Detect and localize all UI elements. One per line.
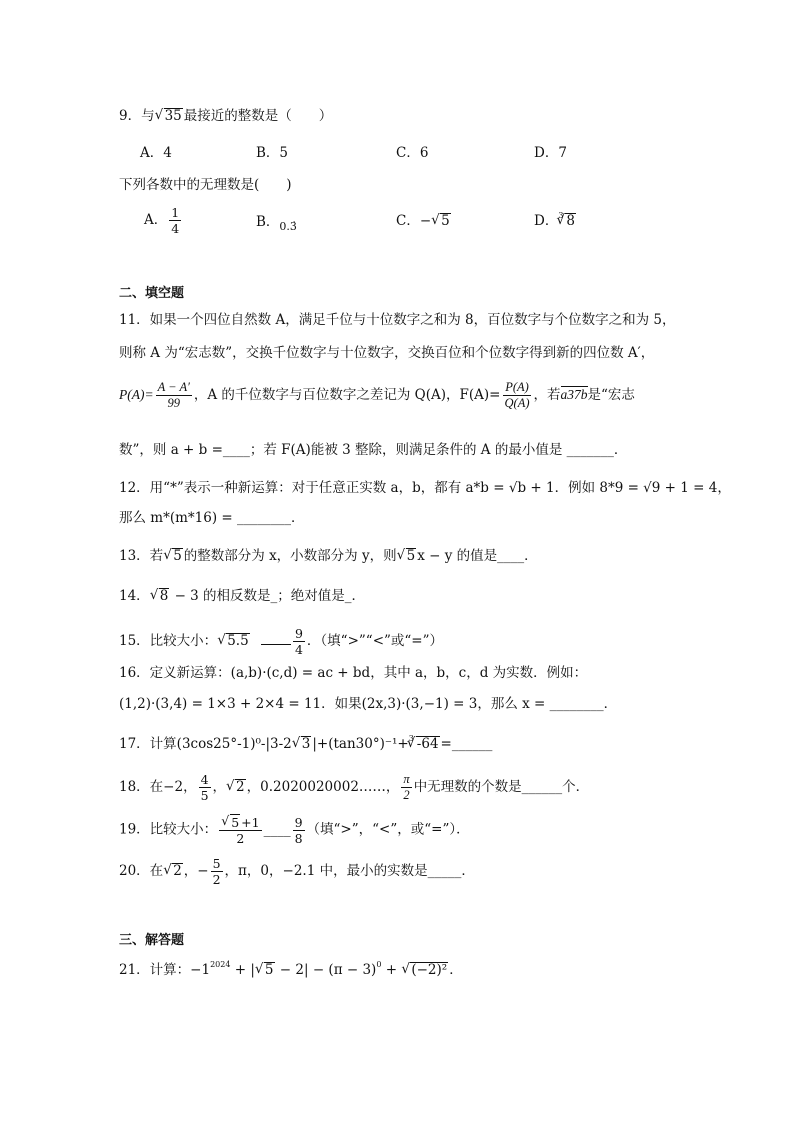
question-14 — [119, 586, 365, 606]
question-text: ，A 的千位数字与百位数字之差记为 Q(A)，F(A)= — [193, 387, 501, 403]
option-label: D． — [534, 213, 559, 229]
square-root — [163, 546, 183, 566]
question-21 — [119, 960, 463, 982]
question-11-line-3 — [119, 380, 635, 411]
question-number: 9． — [119, 108, 142, 124]
numerator: A − A′ — [157, 380, 190, 394]
question-11-line-1: 11．如果一个四位自然数 A，满足千位与十位数字之和为 8，百位数字与个位数字之和为 5， — [119, 312, 676, 328]
minus-sign: − — [419, 213, 432, 229]
fraction — [503, 380, 532, 411]
q10-option-c — [396, 211, 452, 231]
question-text: =______ — [440, 736, 493, 752]
question-text: 与 — [141, 108, 155, 124]
fraction — [293, 815, 305, 846]
question-text: ，0.2020020002……， — [246, 779, 400, 795]
option-value: 0.3̇ — [279, 220, 297, 233]
radicand: 5 — [406, 548, 416, 564]
fraction — [156, 380, 192, 411]
question-12-line-2: 那么 m*(m*16) = ________． — [119, 510, 305, 526]
question-text: x − y 的值是____． — [417, 548, 538, 564]
question-text: 19．比较大小： — [119, 821, 218, 838]
question-19 — [119, 814, 470, 846]
radicand: 5 — [231, 815, 240, 830]
denominator: 2 — [212, 872, 221, 887]
cube-root — [556, 211, 576, 231]
question-text: 13．若 — [119, 548, 164, 564]
question-text: ，π，0，−2.1 中，最小的实数是_____． — [224, 863, 475, 879]
question-text: + — [381, 962, 402, 978]
formula-lhs: P(A)= — [119, 387, 154, 402]
option-label: C． — [396, 213, 420, 229]
q9-option-d: D．7 — [534, 145, 567, 161]
question-text: 21．计算：−1 — [119, 962, 211, 978]
question-number: 14． — [119, 588, 150, 604]
q10-option-b — [256, 212, 297, 233]
question-9 — [119, 106, 332, 126]
question-text: 15．比较大小： — [119, 633, 218, 649]
root-index: 3 — [558, 211, 564, 220]
question-text: 17．计算(3cos25°-1)⁰-|3-2 — [119, 736, 292, 752]
fraction — [293, 626, 305, 657]
section-title-fill-in: 二、填空题 — [119, 286, 185, 301]
separator: ， — [212, 779, 227, 795]
q9-option-a: A．4 — [140, 145, 172, 161]
square-root — [255, 960, 275, 980]
fraction — [169, 205, 181, 236]
radicand: 35 — [164, 108, 182, 124]
radicand: 5.5 — [227, 633, 249, 649]
numerator: 1 — [171, 205, 180, 220]
question-text: ，若 — [533, 387, 561, 403]
radicand: 8 — [566, 213, 576, 229]
square-root — [155, 106, 183, 126]
question-text: 最接近的整数是（ ） — [183, 108, 333, 124]
question-15 — [119, 626, 443, 657]
numerator-tail: +1 — [241, 815, 260, 830]
numerator: 4 — [200, 772, 209, 787]
question-text: − 2| − (π − 3) — [275, 962, 377, 978]
denominator: 2 — [403, 788, 410, 802]
exponent: 0 — [376, 960, 382, 969]
numerator: π — [403, 772, 410, 786]
fraction — [219, 814, 261, 846]
radicand: 5 — [441, 213, 450, 229]
numerator: 5 — [212, 856, 221, 871]
answer-blank: ____ — [263, 821, 291, 838]
question-text: |+(tan30°)⁻¹+ — [312, 736, 409, 752]
denominator: 5 — [200, 788, 209, 803]
radicand: -64 — [416, 736, 439, 752]
question-12-line-1: 12．用“*”表示一种新运算：对于任意正实数 a，b，都有 a*b = √b + 1．例如 8*9 = √9 + 1 = 4， — [119, 480, 731, 496]
denominator: 4 — [294, 642, 303, 657]
option-label: B． — [256, 214, 280, 230]
square-root — [163, 861, 183, 881]
fraction — [211, 856, 223, 887]
radicand: 8 — [159, 588, 169, 604]
answer-blank — [261, 630, 291, 645]
square-root — [226, 777, 246, 797]
question-11-line-2: 则称 A 为“宏志数”，交换千位数字与十位数字，交换百位和个位数字得到新的四位数 A′， — [119, 345, 655, 361]
q9-option-b: B．5 — [256, 145, 289, 161]
question-text: 是“宏志 — [587, 387, 635, 403]
question-17 — [119, 734, 492, 756]
option-label: A． — [144, 212, 168, 228]
overlined-number: a37b — [560, 387, 588, 402]
fraction — [401, 772, 411, 803]
question-text: 中无理数的个数是______个． — [413, 779, 590, 795]
q10-option-a — [144, 205, 183, 236]
question-text: − 3 的相反数是_；绝对值是_． — [170, 588, 366, 604]
question-text: ． — [449, 962, 463, 978]
radicand: 2 — [236, 779, 245, 795]
q9-option-c: C．6 — [396, 145, 429, 161]
square-root — [150, 586, 170, 606]
radicand: 3 — [301, 736, 311, 752]
radicand: 5 — [264, 962, 274, 978]
denominator: 4 — [171, 221, 180, 236]
question-11-line-4: 数”，则 a + b =____；若 F(A)能被 3 整除，则满足条件的 A 的最小值是 _______． — [119, 442, 628, 458]
square-root — [292, 734, 312, 754]
denominator: 99 — [167, 396, 180, 410]
question-text: ，− — [183, 863, 209, 879]
question-20 — [119, 856, 475, 887]
square-root — [397, 546, 417, 566]
q10-option-d — [534, 211, 577, 233]
question-text: ．（填“>”“<”或“=”） — [306, 633, 444, 649]
fraction — [199, 772, 211, 803]
numerator: 9 — [294, 626, 303, 641]
denominator: Q(A) — [504, 396, 530, 410]
radicand: 2 — [173, 863, 182, 879]
denominator: 2 — [236, 831, 245, 846]
exponent: 2024 — [210, 960, 231, 969]
root-index: 3 — [408, 734, 414, 743]
square-root — [401, 960, 448, 980]
radicand: (−2)² — [411, 962, 448, 978]
numerator — [219, 814, 261, 831]
cube-root — [407, 734, 440, 754]
denominator: 8 — [294, 830, 303, 846]
square-root — [431, 211, 451, 231]
numerator: P(A) — [505, 380, 529, 394]
square-root — [217, 631, 249, 651]
question-16-line-2: (1,2)·(3,4) = 1×3 + 2×4 = 11．如果(2x,3)·(3,−1) = 3，那么 x = ________． — [119, 696, 618, 712]
square-root — [221, 814, 240, 830]
radicand: 5 — [173, 548, 182, 564]
question-text: 20．在 — [119, 863, 164, 879]
question-text: + | — [230, 962, 255, 978]
numerator: 9 — [294, 814, 303, 830]
question-text: （填“>”，“<”，或“=”）． — [306, 821, 470, 838]
question-10: 下列各数中的无理数是( ) — [119, 177, 292, 193]
question-16-line-1: 16．定义新运算：(a,b)·(c,d) = ac + bd，其中 a，b，c，d 为实数．例如： — [119, 665, 588, 681]
question-text: 的整数部分为 x，小数部分为 y，则 — [183, 548, 397, 564]
question-13 — [119, 546, 538, 566]
question-18 — [119, 772, 589, 803]
section-title-solve: 三、解答题 — [119, 933, 185, 948]
question-text: 18．在−2， — [119, 779, 197, 795]
